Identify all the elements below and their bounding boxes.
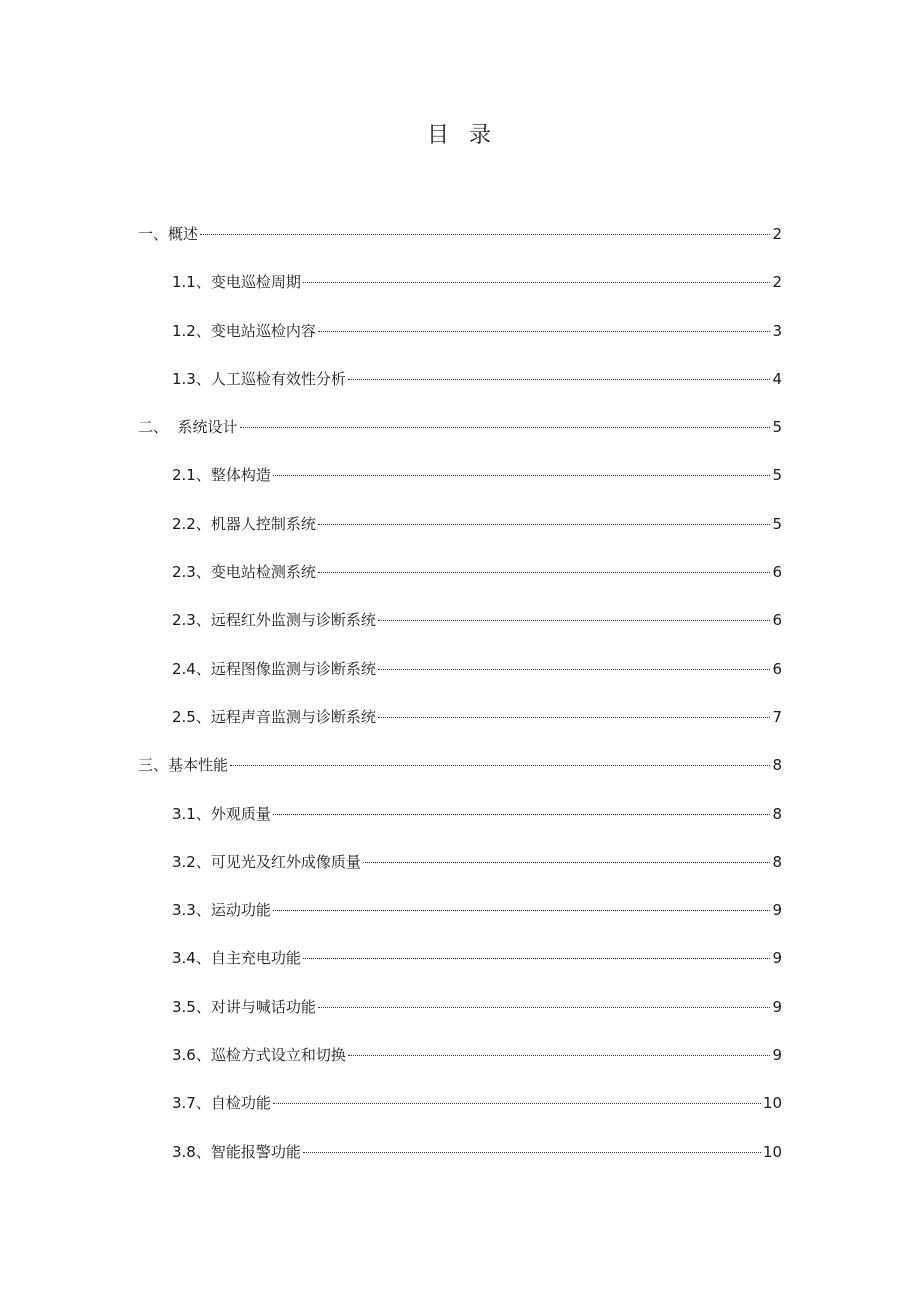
toc-entry-page: 2: [772, 225, 782, 243]
toc-entry[interactable]: [138, 460, 782, 508]
toc-entry-label: 3.3、运动功能: [172, 901, 271, 920]
toc-entry[interactable]: [138, 412, 782, 460]
toc-entry-page: 4: [772, 369, 782, 388]
toc-entry-label: 3.8、智能报警功能: [172, 1142, 301, 1161]
toc-leader-dots: [363, 862, 771, 863]
toc-entry[interactable]: [138, 895, 782, 943]
toc-entry[interactable]: [138, 654, 782, 702]
toc-entry[interactable]: [138, 943, 782, 991]
toc-entry-label: 1.3、人工巡检有效性分析: [172, 369, 346, 388]
toc-leader-dots: [273, 1103, 761, 1104]
toc-entry-label: 2.3、远程红外监测与诊断系统: [172, 611, 376, 630]
toc-leader-dots: [318, 331, 771, 332]
toc-entry-page: 3: [772, 321, 782, 340]
toc-entry-page: 9: [772, 901, 782, 920]
toc-leader-dots: [303, 282, 771, 283]
toc-entry-label: 3.4、自主充电功能: [172, 949, 301, 968]
toc-leader-dots: [378, 620, 771, 621]
toc-entry-page: 5: [772, 514, 782, 533]
toc-leader-dots: [240, 427, 771, 428]
toc-entry-label: 3.7、自检功能: [172, 1094, 271, 1113]
toc-entry-label: 2.3、变电站检测系统: [172, 563, 316, 582]
toc-leader-dots: [303, 958, 771, 959]
toc-leader-dots: [273, 475, 771, 476]
toc-entry-page: 6: [772, 563, 782, 582]
toc-entry-page: 9: [772, 1046, 782, 1065]
toc-entry-label: 1.2、变电站巡检内容: [172, 321, 316, 340]
toc-entry[interactable]: [138, 364, 782, 412]
toc-entry-label: 3.6、巡检方式设立和切换: [172, 1046, 346, 1065]
toc-entry[interactable]: [138, 557, 782, 605]
toc-leader-dots: [378, 669, 771, 670]
toc-title: 目 录: [427, 123, 493, 148]
toc-entry-label: 2.2、机器人控制系统: [172, 514, 316, 533]
toc-entry-label: 2.1、整体构造: [172, 466, 271, 485]
toc-entry[interactable]: [138, 992, 782, 1040]
toc-leader-dots: [273, 814, 771, 815]
toc-list: [138, 219, 782, 1185]
toc-entry-label: 2.5、远程声音监测与诊断系统: [172, 707, 376, 726]
toc-leader-dots: [348, 1055, 771, 1056]
toc-entry[interactable]: [138, 605, 782, 653]
toc-leader-dots: [318, 1007, 771, 1008]
toc-entry-label: 一、概述: [138, 225, 199, 243]
toc-entry-page: 9: [772, 997, 782, 1016]
toc-entry[interactable]: [138, 750, 782, 798]
toc-entry[interactable]: [138, 847, 782, 895]
toc-entry-page: 2: [772, 273, 782, 292]
toc-leader-dots: [230, 765, 770, 766]
toc-entry[interactable]: [138, 1088, 782, 1136]
toc-entry-label: 二、 系统设计: [138, 418, 238, 437]
toc-leader-dots: [200, 234, 770, 235]
toc-entry-page: 7: [772, 707, 782, 726]
toc-entry[interactable]: [138, 509, 782, 557]
toc-entry-label: 三、基本性能: [138, 756, 229, 775]
toc-entry-page: 9: [772, 949, 782, 968]
toc-entry-page: 10: [762, 1142, 782, 1161]
toc-leader-dots: [318, 524, 771, 525]
toc-entry-page: 8: [772, 804, 782, 823]
toc-leader-dots: [303, 1152, 761, 1153]
toc-entry-page: 6: [772, 659, 782, 678]
toc-leader-dots: [318, 572, 771, 573]
toc-entry-page: 8: [772, 756, 782, 775]
toc-entry[interactable]: [138, 799, 782, 847]
toc-entry-label: 2.4、远程图像监测与诊断系统: [172, 659, 376, 678]
toc-entry-label: 3.2、可见光及红外成像质量: [172, 852, 361, 871]
toc-entry[interactable]: [138, 219, 782, 267]
toc-entry-page: 5: [772, 466, 782, 485]
toc-entry-page: 6: [772, 611, 782, 630]
toc-entry-page: 5: [772, 418, 782, 437]
toc-entry[interactable]: [138, 316, 782, 364]
toc-entry-label: 3.1、外观质量: [172, 804, 271, 823]
toc-leader-dots: [348, 379, 771, 380]
toc-entry-page: 8: [772, 852, 782, 871]
toc-entry[interactable]: [138, 267, 782, 315]
toc-entry-page: 10: [762, 1094, 782, 1113]
toc-entry-label: 3.5、对讲与喊话功能: [172, 997, 316, 1016]
toc-entry-label: 1.1、变电巡检周期: [172, 273, 301, 292]
toc-entry[interactable]: [138, 702, 782, 750]
toc-leader-dots: [378, 717, 771, 718]
toc-leader-dots: [273, 910, 771, 911]
toc-entry[interactable]: [138, 1137, 782, 1185]
toc-entry[interactable]: [138, 1040, 782, 1088]
